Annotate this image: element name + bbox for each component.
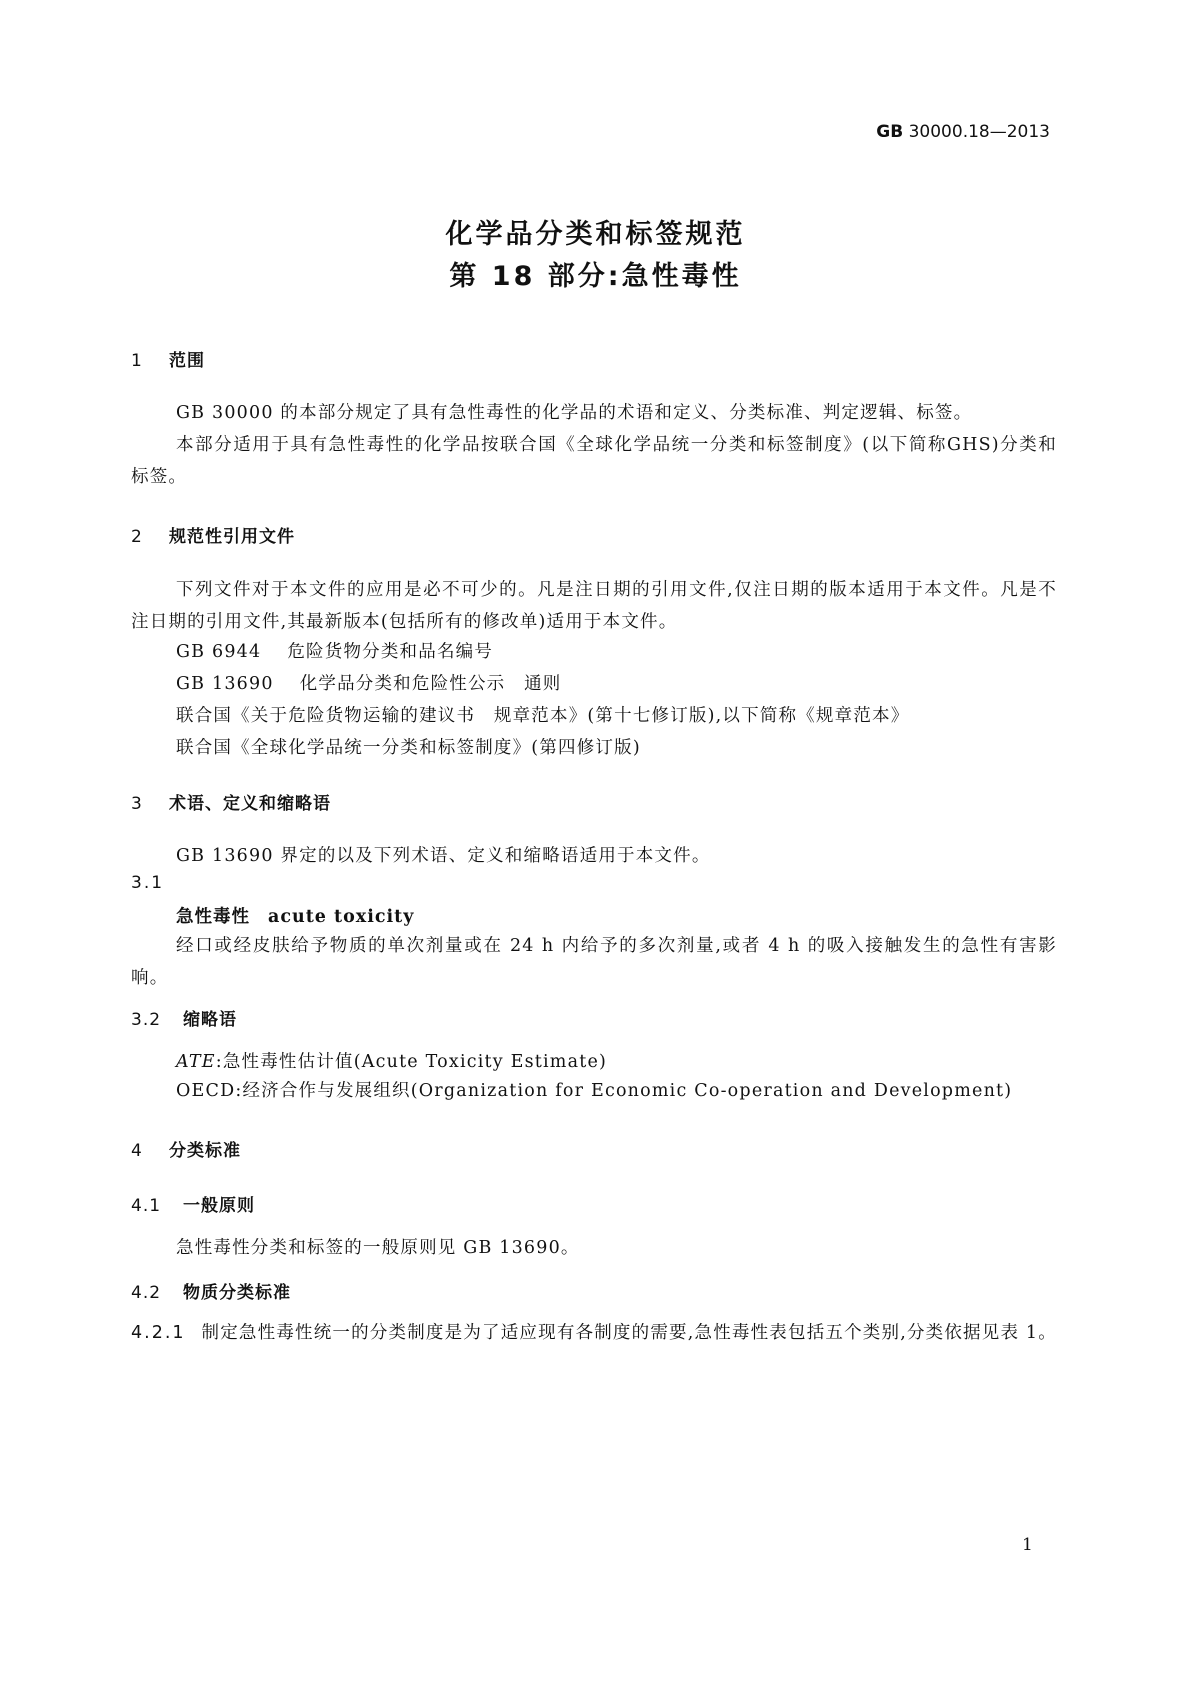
reference-title: 危险货物分类和品名编号 [287, 642, 494, 662]
document-title: 化学品分类和标签规范 [445, 219, 746, 250]
term-english: acute toxicity [268, 907, 415, 927]
reference-item [176, 702, 909, 727]
reference-item [176, 670, 562, 695]
section-1-paragraph-1: GB 30000 的本部分规定了具有急性毒性的化学品的术语和定义、分类标准、判定逻辑、标签。 [176, 403, 973, 423]
clause-4-1-heading [131, 1191, 255, 1216]
page-number: 1 [1022, 1535, 1033, 1555]
section-title: 术语、定义和缩略语 [169, 794, 331, 814]
section-number: 4 [131, 1141, 143, 1161]
reference-item [176, 638, 493, 663]
clause-3-1-number: 3.1 [131, 873, 165, 893]
term-entry [176, 903, 414, 928]
standard-code [800, 122, 1050, 142]
section-3-heading [131, 789, 331, 814]
section-2-heading [131, 522, 295, 547]
abbreviation-key: ATE [176, 1052, 216, 1072]
section-3-intro: GB 13690 界定的以及下列术语、定义和缩略语适用于本文件。 [176, 846, 711, 866]
clause-text: 制定急性毒性统一的分类制度是为了适应现有各制度的需要,急性毒性表包括五个类别,分类依据见表 1。 [201, 1323, 1057, 1343]
clause-4-2-1 [131, 1317, 1057, 1349]
clause-title: 一般原则 [183, 1196, 255, 1216]
section-1-heading [131, 346, 205, 371]
clause-4-1-text: 急性毒性分类和标签的一般原则见 GB 13690。 [176, 1238, 580, 1258]
section-title: 分类标准 [169, 1141, 241, 1161]
clause-title: 缩略语 [183, 1010, 237, 1030]
clause-number: 4.2 [131, 1283, 162, 1303]
clause-number: 3.2 [131, 1010, 162, 1030]
standard-code-number: 30000.18—2013 [908, 122, 1050, 142]
section-title: 范围 [169, 351, 205, 371]
clause-number: 4.1 [131, 1196, 162, 1216]
section-title: 规范性引用文件 [169, 527, 295, 547]
document-subtitle: 第 18 部分:急性毒性 [449, 261, 742, 292]
section-1-paragraph-2: 本部分适用于具有急性毒性的化学品按联合国《全球化学品统一分类和标签制度》(以下简称GHS)分类和标签。 [131, 435, 1057, 487]
term-definition: 经口或经皮肤给予物质的单次剂量或在 24 h 内给予的多次剂量,或者 4 h 的吸入接触发生的急性有害影响。 [131, 936, 1057, 988]
reference-code: GB 13690 [176, 674, 274, 694]
section-number: 2 [131, 527, 143, 547]
reference-code: GB 6944 [176, 642, 262, 662]
abbreviation-value: :急性毒性估计值(Acute Toxicity Estimate) [215, 1052, 608, 1072]
abbreviation-ate [176, 1048, 607, 1073]
reference-title: 化学品分类和危险性公示 通则 [299, 674, 562, 694]
reference-title: 联合国《全球化学品统一分类和标签制度》(第四修订版) [176, 738, 641, 758]
clause-number: 4.2.1 [131, 1323, 186, 1343]
abbreviation-oecd: OECD:经济合作与发展组织(Organization for Economic Co-operation and Development) [176, 1081, 1013, 1101]
clause-3-2-heading [131, 1005, 237, 1030]
term-chinese: 急性毒性 [176, 907, 250, 927]
section-number: 3 [131, 794, 143, 814]
clause-title: 物质分类标准 [183, 1283, 291, 1303]
standard-code-prefix: GB [876, 122, 904, 142]
section-number: 1 [131, 351, 143, 371]
section-4-heading [131, 1136, 241, 1161]
section-2-intro: 下列文件对于本文件的应用是必不可少的。凡是注日期的引用文件,仅注日期的版本适用于本文件。凡是不注日期的引用文件,其最新版本(包括所有的修改单)适用于本文件。 [131, 580, 1057, 632]
reference-title: 联合国《关于危险货物运输的建议书 规章范本》(第十七修订版),以下简称《规章范本》 [176, 706, 910, 726]
reference-item [176, 734, 641, 759]
clause-4-2-heading [131, 1278, 291, 1303]
